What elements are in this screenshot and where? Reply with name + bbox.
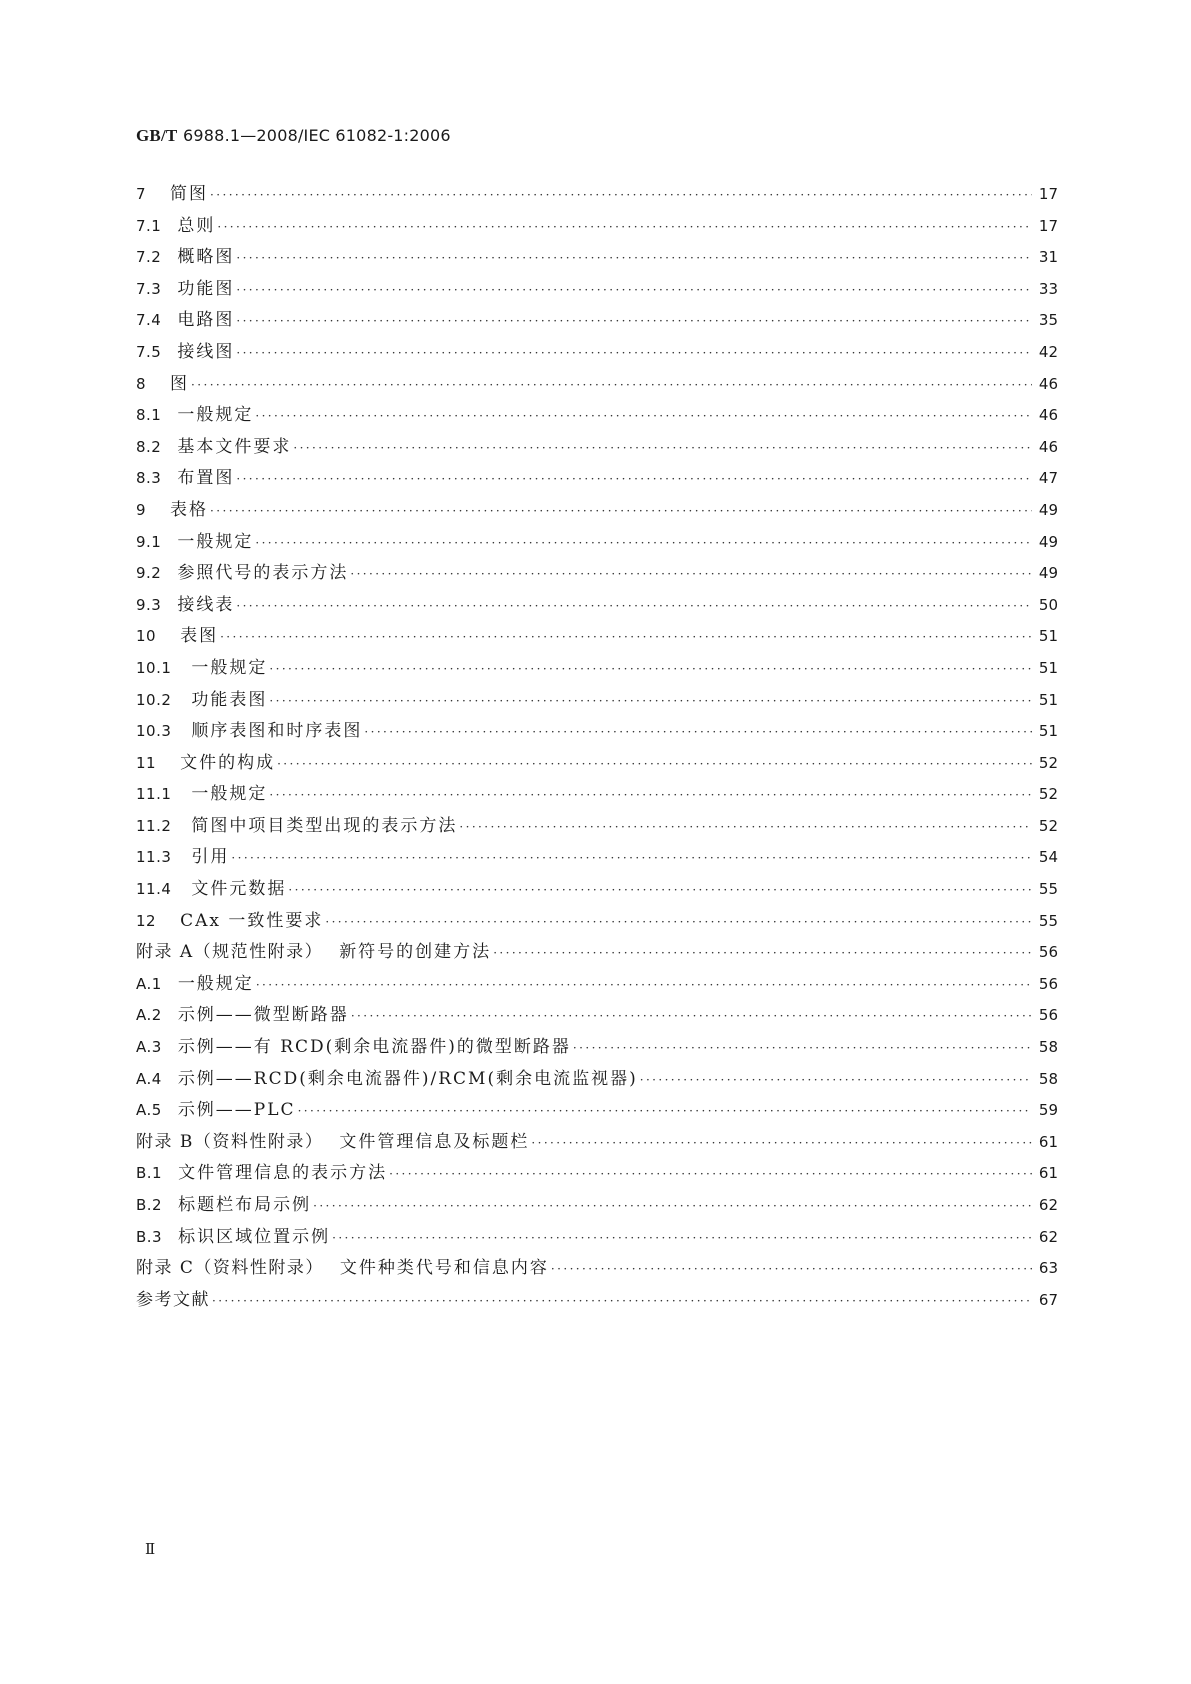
- toc-entry-title: 一般规定: [191, 657, 268, 678]
- toc-entry-number: A.4: [136, 1069, 162, 1088]
- toc-leader-dots: [236, 591, 1032, 623]
- toc-entry[interactable]: [136, 590, 1058, 622]
- toc-entry-title: CAx 一致性要求: [180, 910, 324, 931]
- document-header: [136, 126, 451, 146]
- toc-entry-title: 示例——RCD(剩余电流器件)/RCM(剩余电流监视器): [177, 1068, 638, 1089]
- toc-entry-title: 文件管理信息的表示方法: [178, 1163, 388, 1184]
- toc-entry-page: 51: [1038, 627, 1058, 646]
- toc-entry-number: 10.3: [136, 722, 172, 741]
- toc-entry-number: 8.1: [136, 406, 162, 425]
- toc-entry-page: 17: [1038, 216, 1058, 235]
- toc-leader-dots: [350, 559, 1032, 591]
- toc-entry-title: 表图: [180, 626, 219, 647]
- toc-entry[interactable]: [136, 337, 1058, 369]
- toc-entry[interactable]: [136, 1000, 1058, 1032]
- toc-leader-dots: [493, 938, 1032, 970]
- toc-entry-title: 一般规定: [191, 784, 268, 805]
- toc-entry-number: 9.1: [136, 532, 162, 551]
- toc-leader-dots: [210, 180, 1032, 212]
- toc-entry-title: 标题栏布局示例: [178, 1195, 312, 1215]
- toc-entry[interactable]: [136, 211, 1058, 243]
- toc-entry-title: 文件管理信息及标题栏: [339, 1131, 530, 1152]
- toc-entry[interactable]: [136, 558, 1058, 590]
- toc-entry[interactable]: [136, 463, 1058, 495]
- toc-entry-number: 10.2: [136, 690, 172, 709]
- toc-entry-title: 文件种类代号和信息内容: [339, 1258, 549, 1279]
- toc-entry-page: 17: [1038, 185, 1058, 203]
- toc-entry-page: 62: [1038, 1196, 1058, 1214]
- toc-entry[interactable]: [136, 1032, 1058, 1064]
- toc-entry-number: 7.2: [136, 248, 162, 267]
- toc-entry-number: 11.2: [136, 816, 172, 835]
- toc-leader-dots: [551, 1254, 1032, 1286]
- toc-entry-number: 10: [136, 627, 157, 646]
- toc-entry-title: 接线图: [177, 341, 235, 362]
- toc-leader-dots: [269, 654, 1032, 686]
- toc-entry-number: 11: [136, 753, 157, 772]
- toc-entry-page: 51: [1038, 658, 1058, 677]
- toc-entry-title: 文件元数据: [191, 879, 287, 900]
- toc-entry-page: 56: [1038, 1006, 1058, 1025]
- toc-entry-number: 7.3: [136, 279, 162, 298]
- toc-entry-title: 电路图: [177, 310, 235, 331]
- toc-entry[interactable]: [136, 400, 1058, 432]
- toc-entry-page: 63: [1038, 1259, 1058, 1278]
- toc-entry-title: 一般规定: [177, 531, 254, 552]
- toc-entry-number: B.1: [136, 1164, 163, 1183]
- toc-leader-dots: [313, 1191, 1032, 1223]
- toc-leader-dots: [531, 1128, 1032, 1160]
- toc-entry-page: 56: [1038, 943, 1058, 962]
- toc-leader-dots: [364, 717, 1032, 749]
- toc-entry-title: 文件的构成: [180, 752, 276, 773]
- toc-leader-dots: [256, 970, 1032, 1002]
- toc-entry-number: 附录 B（资料性附录）: [136, 1131, 324, 1152]
- toc-entry-number: 8.2: [136, 437, 162, 456]
- toc-entry-number: 9.2: [136, 564, 162, 583]
- page-number: Ⅱ: [145, 1540, 156, 1558]
- toc-entry-page: 35: [1038, 311, 1058, 330]
- toc-entry-page: 58: [1038, 1038, 1058, 1057]
- toc-entry-page: 49: [1038, 500, 1058, 519]
- toc-entry-number: 12: [136, 911, 157, 930]
- toc-entry[interactable]: [136, 842, 1058, 874]
- toc-entry-page: 59: [1038, 1101, 1058, 1120]
- toc-entry-page: 61: [1038, 1164, 1058, 1183]
- toc-entry-page: 31: [1038, 248, 1058, 267]
- toc-entry-page: 49: [1038, 532, 1058, 551]
- toc-entry-number: 9: [136, 500, 147, 519]
- toc-entry-number: 8.3: [136, 469, 162, 488]
- toc-leader-dots: [217, 212, 1032, 244]
- toc-entry-page: 62: [1038, 1227, 1058, 1246]
- toc-leader-dots: [640, 1065, 1032, 1097]
- toc-entry[interactable]: [136, 1222, 1058, 1254]
- toc-entry-page: 46: [1038, 374, 1058, 393]
- toc-entry[interactable]: [136, 685, 1058, 717]
- toc-entry-number: A.5: [136, 1101, 162, 1120]
- toc-entry-title: 标识区域位置示例: [178, 1226, 331, 1247]
- toc-entry-page: 55: [1038, 880, 1058, 899]
- toc-entry[interactable]: [136, 495, 1058, 527]
- toc-leader-dots: [277, 749, 1032, 781]
- toc-leader-dots: [236, 306, 1032, 338]
- toc-entry-number: 11.4: [136, 880, 172, 899]
- toc-entry-title: 一般规定: [177, 405, 254, 426]
- toc-leader-dots: [220, 622, 1032, 654]
- toc-leader-dots: [288, 875, 1032, 907]
- toc-entry-number: 10.1: [136, 658, 172, 677]
- toc-entry[interactable]: [136, 779, 1058, 811]
- toc-entry-page: 67: [1038, 1290, 1058, 1309]
- toc-entry-page: 33: [1038, 279, 1058, 298]
- toc-leader-dots: [332, 1223, 1032, 1255]
- toc-entry[interactable]: [136, 274, 1058, 306]
- toc-entry[interactable]: [136, 937, 1058, 969]
- toc-entry-title: 接线表: [177, 594, 235, 615]
- toc-entry-title: 参照代号的表示方法: [177, 563, 349, 584]
- toc-entry-title: 总则: [177, 215, 216, 236]
- toc-entry[interactable]: [136, 874, 1058, 906]
- toc-entry-title: 简图中项目类型出现的表示方法: [191, 815, 458, 836]
- toc-entry[interactable]: [136, 1064, 1058, 1096]
- toc-entry[interactable]: [136, 716, 1058, 748]
- toc-entry-title: 基本文件要求: [177, 436, 292, 457]
- toc-entry[interactable]: [136, 369, 1058, 401]
- toc-entry-title: 布置图: [177, 468, 235, 489]
- toc-entry-number: 8: [136, 374, 147, 393]
- toc-entry[interactable]: [136, 969, 1058, 1001]
- table-of-contents: [136, 179, 1058, 1316]
- toc-entry[interactable]: [136, 305, 1058, 337]
- toc-entry[interactable]: [136, 1127, 1058, 1159]
- toc-entry-number: 附录 A（规范性附录）: [136, 942, 324, 963]
- toc-entry-page: 50: [1038, 595, 1058, 614]
- toc-leader-dots: [212, 1286, 1032, 1318]
- toc-leader-dots: [293, 433, 1032, 465]
- toc-leader-dots: [236, 243, 1032, 275]
- toc-entry[interactable]: [136, 179, 1058, 211]
- toc-entry-page: 46: [1038, 437, 1058, 456]
- toc-entry[interactable]: [136, 811, 1058, 843]
- toc-entry[interactable]: [136, 653, 1058, 685]
- standard-code-prefix: GB/T: [136, 126, 178, 145]
- toc-entry-page: 51: [1038, 690, 1058, 709]
- toc-leader-dots: [389, 1159, 1032, 1191]
- toc-entry-page: 46: [1038, 406, 1058, 425]
- toc-entry-page: 47: [1038, 469, 1058, 488]
- toc-entry-page: 56: [1038, 974, 1058, 993]
- toc-leader-dots: [269, 780, 1032, 812]
- toc-entry-title: 图: [170, 373, 190, 394]
- toc-leader-dots: [459, 812, 1032, 844]
- toc-entry-number: 7.4: [136, 311, 162, 330]
- toc-entry-title: 示例——微型断路器: [177, 1005, 349, 1026]
- toc-entry[interactable]: [136, 621, 1058, 653]
- toc-leader-dots: [255, 528, 1032, 560]
- toc-entry[interactable]: [136, 527, 1058, 559]
- toc-entry-title: 一般规定: [177, 973, 254, 994]
- toc-leader-dots: [236, 464, 1032, 496]
- toc-entry-page: 54: [1038, 848, 1058, 867]
- toc-entry-number: 7.5: [136, 342, 162, 361]
- toc-entry-number: 参考文献: [136, 1289, 210, 1310]
- toc-leader-dots: [351, 1001, 1032, 1033]
- toc-leader-dots: [231, 843, 1032, 875]
- toc-entry-page: 51: [1038, 722, 1058, 741]
- toc-entry[interactable]: [136, 1253, 1058, 1285]
- toc-entry[interactable]: [136, 906, 1058, 938]
- toc-entry-number: 7: [136, 185, 147, 203]
- toc-leader-dots: [210, 496, 1032, 528]
- toc-entry[interactable]: [136, 1190, 1058, 1222]
- toc-entry-title: 功能表图: [191, 689, 268, 710]
- toc-entry-page: 58: [1038, 1069, 1058, 1088]
- toc-leader-dots: [236, 338, 1032, 370]
- toc-entry-title: 概略图: [177, 247, 235, 268]
- toc-entry-title: 示例——PLC: [177, 1100, 296, 1121]
- toc-leader-dots: [298, 1096, 1032, 1128]
- toc-leader-dots: [269, 686, 1032, 718]
- toc-entry-title: 新符号的创建方法: [339, 942, 492, 963]
- toc-leader-dots: [255, 401, 1032, 433]
- toc-entry[interactable]: [136, 1095, 1058, 1127]
- toc-entry-title: 表格: [170, 499, 209, 520]
- toc-entry-number: A.2: [136, 1006, 162, 1025]
- toc-entry[interactable]: [136, 432, 1058, 464]
- toc-entry[interactable]: [136, 1285, 1058, 1317]
- standard-code-number: 6988.1—2008/IEC 61082-1:2006: [183, 126, 451, 145]
- toc-entry[interactable]: [136, 748, 1058, 780]
- toc-entry[interactable]: [136, 1158, 1058, 1190]
- toc-entry-number: A.3: [136, 1038, 162, 1057]
- toc-entry-title: 功能图: [177, 278, 235, 299]
- toc-entry-page: 42: [1038, 342, 1058, 361]
- toc-leader-dots: [573, 1033, 1032, 1065]
- toc-entry-number: B.3: [136, 1227, 163, 1246]
- toc-entry-page: 49: [1038, 564, 1058, 583]
- toc-entry-number: 7.1: [136, 216, 162, 235]
- toc-entry-title: 顺序表图和时序表图: [191, 721, 363, 742]
- toc-entry-page: 52: [1038, 785, 1058, 804]
- toc-leader-dots: [325, 907, 1032, 939]
- toc-entry-title: 示例——有 RCD(剩余电流器件)的微型断路器: [177, 1037, 571, 1058]
- toc-entry-number: B.2: [136, 1196, 163, 1214]
- toc-entry-number: A.1: [136, 974, 162, 993]
- toc-entry-number: 附录 C（资料性附录）: [136, 1258, 324, 1279]
- toc-entry-page: 55: [1038, 911, 1058, 930]
- toc-entry-page: 52: [1038, 816, 1058, 835]
- toc-entry[interactable]: [136, 242, 1058, 274]
- toc-entry-title: 简图: [170, 184, 209, 204]
- toc-leader-dots: [236, 275, 1032, 307]
- toc-entry-title: 引用: [191, 847, 230, 868]
- toc-entry-number: 9.3: [136, 595, 162, 614]
- toc-entry-page: 61: [1038, 1132, 1058, 1151]
- toc-entry-page: 52: [1038, 753, 1058, 772]
- toc-leader-dots: [191, 370, 1032, 402]
- toc-entry-number: 11.3: [136, 848, 172, 867]
- toc-entry-number: 11.1: [136, 785, 172, 804]
